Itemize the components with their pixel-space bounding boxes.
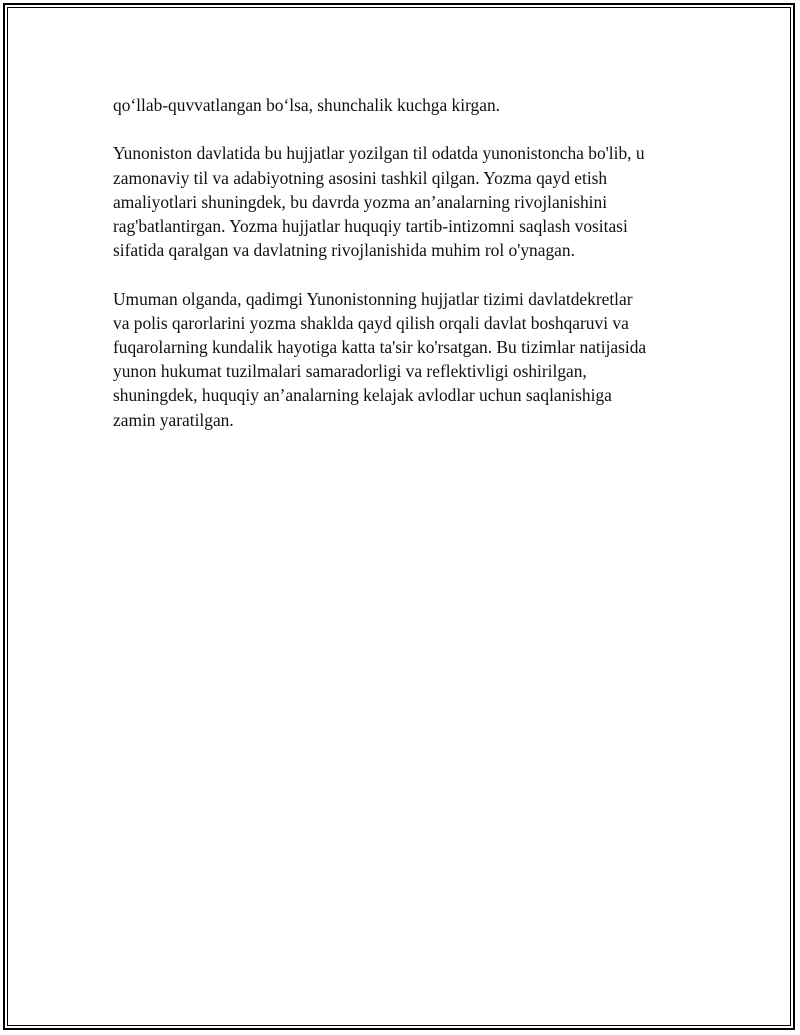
paragraph-2: [113, 141, 703, 262]
text-line: zamonaviy til va adabiyotning asosini tashkil qilgan. Yozma qayd etish: [113, 167, 608, 188]
text-line: Yunoniston davlatida bu hujjatlar yozilgan til odatda yunonistoncha bo'lib, u: [113, 143, 645, 164]
text-line: rag'batlantirgan. Yozma hujjatlar huquqiy tartib-intizomni saqlash vositasi: [113, 216, 628, 236]
text-line: qo‘llab-quvvatlangan bo‘lsa, shunchalik kuchga kirgan.: [113, 95, 501, 115]
text-line: fuqarolarning kundalik hayotiga katta ta'sir ko'rsatgan. Bu tizimlar natijasida: [113, 337, 647, 357]
text-line: sifatida qaralgan va davlatning rivojlanishida muhim rol o'ynagan.: [113, 240, 575, 261]
paragraph-1: [113, 93, 703, 117]
text-line: zamin yaratilgan.: [113, 409, 234, 430]
document-body: [113, 93, 703, 456]
text-line: yunon hukumat tuzilmalari samaradorligi va reflektivligi oshirilgan,: [113, 361, 587, 382]
paragraph-3: [113, 287, 703, 432]
text-line: amaliyotlari shuningdek, bu davrda yozma an’analarning rivojlanishini: [113, 191, 608, 212]
text-line: va polis qarorlarini yozma shaklda qayd qilish orqali davlat boshqaruvi va: [113, 312, 629, 333]
text-line: Umuman olganda, qadimgi Yunonistonning hujjatlar tizimi davlatdekretlar: [113, 288, 633, 309]
text-line: shuningdek, huquqiy an’analarning kelajak avlodlar uchun saqlanishiga: [113, 385, 612, 406]
